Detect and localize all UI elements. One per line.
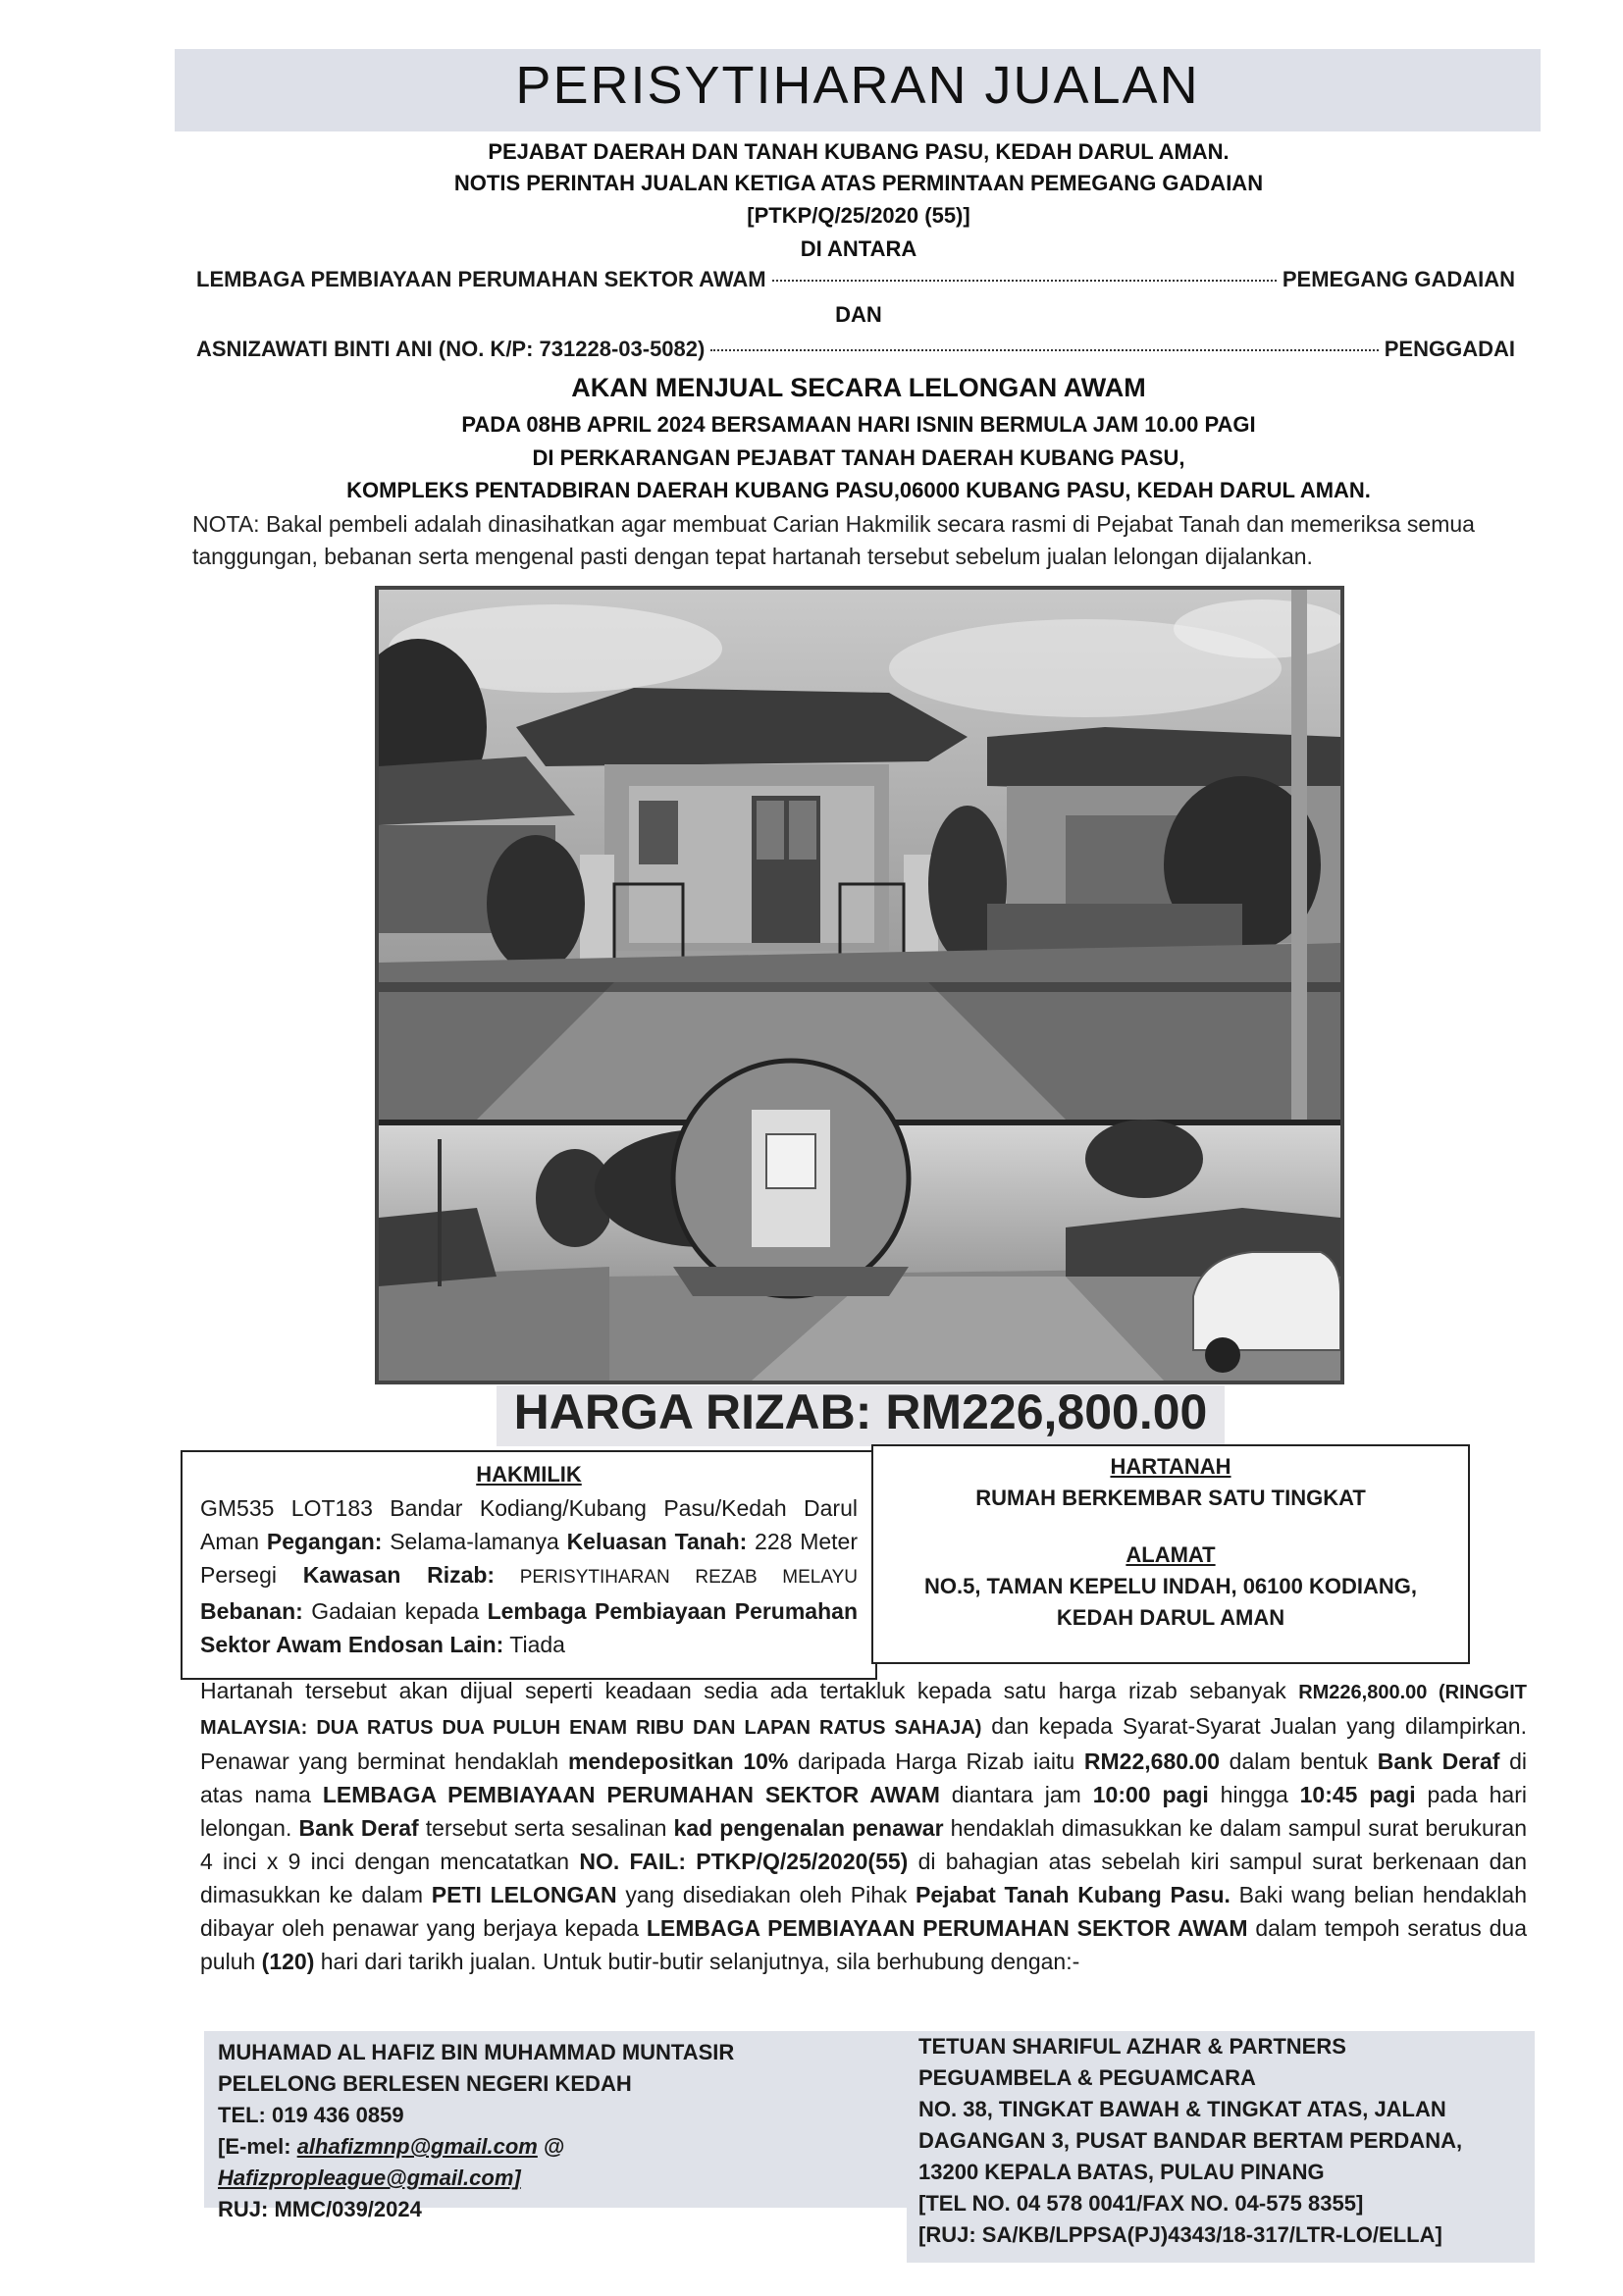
- firm-ref: [RUJ: SA/KB/LPPSA(PJ)4343/18-317/LTR-LO/ELLA]: [918, 2222, 1442, 2247]
- end-time: 10:45 pagi: [1299, 1782, 1416, 1807]
- auctioneer-ref: RUJ: MMC/039/2024: [218, 2197, 422, 2221]
- hartanah-heading: HARTANAH: [1110, 1454, 1231, 1479]
- land-area-label: Keluasan Tanah:: [566, 1529, 748, 1554]
- file-number: NO. FAIL: PTKP/Q/25/2020(55): [579, 1849, 909, 1874]
- chargor-name: ASNIZAWATI BINTI ANI (NO. K/P: 731228-03-5082): [196, 337, 706, 361]
- terms-text: hendaklah dimasukkan ke dalam sampul surat berukuran 4 inci x 9 inci dengan mencatatkan: [200, 1815, 1528, 1874]
- terms-text: pada hari lelongan.: [200, 1782, 1527, 1841]
- hartanah-box: [871, 1444, 1470, 1664]
- days-count: (120): [261, 1949, 315, 1974]
- deposit-percent: mendepositkan 10%: [567, 1748, 789, 1774]
- terms-text: Baki wang belian hendaklah dibayar oleh penawar yang berjaya kepada: [200, 1882, 1527, 1941]
- firm-role: PEGUAMBELA & PEGUAMCARA: [918, 2065, 1256, 2090]
- firm-address-2: DAGANGAN 3, PUSAT BANDAR BERTAM PERDANA,: [918, 2128, 1463, 2153]
- address-line-1: NO.5, TAMAN KEPELU INDAH, 06100 KODIANG,: [923, 1574, 1417, 1598]
- nota-text: NOTA: Bakal pembeli adalah dinasihatkan agar membuat Carian Hakmilik secara rasmi di Pejabat Tanah dan memeriksa semua tanggungan, bebanan serta mengenal pasti dengan tepat hartanah tersebut sebelum jualan lelongan dijalankan.: [192, 511, 1475, 569]
- between-label: DI ANTARA: [800, 236, 917, 261]
- terms-text: dalam bentuk: [1220, 1748, 1378, 1774]
- reserve-label: Kawasan Rizab:: [302, 1562, 496, 1588]
- property-type: RUMAH BERKEMBAR SATU TINGKAT: [975, 1486, 1366, 1510]
- terms-text: dan kepada Syarat-Syarat Jualan yang dilampirkan. Penawar yang berminat hendaklah: [200, 1713, 1527, 1774]
- party-chargee: [196, 267, 1515, 292]
- party-chargor: [196, 337, 1515, 362]
- bank-draft: Bank Deraf: [1377, 1748, 1500, 1774]
- firm-name: TETUAN SHARIFUL AZHAR & PARTNERS: [918, 2034, 1346, 2059]
- email-label: [E-mel:: [218, 2134, 297, 2159]
- terms-text: hingga: [1208, 1782, 1300, 1807]
- auctioneer-name: MUHAMAD AL HAFIZ BIN MUHAMMAD MUNTASIR: [218, 2040, 735, 2064]
- encumbrance-label: Bebanan:: [200, 1598, 303, 1624]
- firm-address-3: 13200 KEPALA BATAS, PULAU PINANG: [918, 2160, 1325, 2184]
- firm-tel: [TEL NO. 04 578 0041/FAX NO. 04-575 8355]: [918, 2191, 1364, 2216]
- terms-text: yang disediakan oleh Pihak: [616, 1882, 916, 1907]
- chargee-role: PEMEGANG GADAIAN: [1282, 267, 1515, 291]
- hakmilik-box: [181, 1450, 877, 1680]
- endorsement-value: Tiada: [503, 1632, 565, 1657]
- terms-text: tersebut serta sesalinan: [418, 1815, 674, 1841]
- firm-address-1: NO. 38, TINGKAT BAWAH & TINGKAT ATAS, JALAN: [918, 2097, 1446, 2121]
- auctioneer-tel: TEL: 019 436 0859: [218, 2103, 404, 2127]
- property-photo-illustration: [379, 590, 1340, 1381]
- terms-text: daripada Harga Rizab iaitu: [788, 1748, 1084, 1774]
- solicitor-contact: [918, 2031, 1527, 2251]
- start-time: 10:00 pagi: [1092, 1782, 1209, 1807]
- terms-text: di atas nama: [200, 1748, 1528, 1807]
- address-line-2: KEDAH DARUL AMAN: [1056, 1605, 1285, 1630]
- payee-name: LEMBAGA PEMBIAYAAN PERUMAHAN SEKTOR AWAM: [322, 1782, 940, 1807]
- reserve-value: PERISYTIHARAN REZAB MELAYU: [495, 1567, 859, 1588]
- email-link-1[interactable]: alhafizmnp@gmail.com: [296, 2134, 538, 2159]
- venue-line-2: KOMPLEKS PENTADBIRAN DAERAH KUBANG PASU,06000 KUBANG PASU, KEDAH DARUL AMAN.: [346, 478, 1371, 502]
- terms-text: diantara jam: [939, 1782, 1093, 1807]
- auction-box: PETI LELONGAN: [431, 1882, 617, 1907]
- tenure-label: Pegangan:: [266, 1529, 383, 1554]
- notice-line: NOTIS PERINTAH JUALAN KETIGA ATAS PERMINTAAN PEMEGANG GADAIAN: [453, 171, 1264, 195]
- auctioneer-contact: [218, 2037, 895, 2225]
- id-card: kad pengenalan penawar: [673, 1815, 944, 1841]
- terms-text: di bahagian atas sebelah kiri sampul surat berkenaan dan dimasukkan ke dalam: [200, 1849, 1527, 1907]
- auction-heading: AKAN MENJUAL SECARA LELONGAN AWAM: [571, 373, 1146, 402]
- venue-line-1: DI PERKARANGAN PEJABAT TANAH DAERAH KUBANG PASU,: [532, 445, 1185, 470]
- tenure-value: Selama-lamanya: [382, 1529, 567, 1554]
- auctioneer-title: PELELONG BERLESEN NEGERI KEDAH: [218, 2071, 632, 2096]
- terms-paragraph: [200, 1674, 1527, 1978]
- and-label: DAN: [835, 302, 882, 327]
- office-line: PEJABAT DAERAH DAN TANAH KUBANG PASU, KEDAH DARUL AMAN.: [488, 139, 1230, 164]
- hakmilik-details: [183, 1487, 875, 1661]
- terms-text: dalam tempoh seratus dua puluh: [200, 1915, 1527, 1974]
- chargee-name: LEMBAGA PEMBIAYAAN PERUMAHAN SEKTOR AWAM: [196, 267, 766, 291]
- encumbrance-value: Gadaian kepada: [302, 1598, 488, 1624]
- hakmilik-heading: HAKMILIK: [476, 1462, 582, 1487]
- payee-name: LEMBAGA PEMBIAYAAN PERUMAHAN SEKTOR AWAM: [646, 1915, 1248, 1941]
- endorsement-label: Endosan Lain:: [347, 1632, 504, 1657]
- page-title: PERISYTIHARAN JUALAN: [515, 56, 1200, 115]
- case-ref: [PTKP/Q/25/2020 (55)]: [747, 203, 970, 228]
- deposit-amount: RM22,680.00: [1083, 1748, 1220, 1774]
- title-lot: GM535 LOT183 Bandar Kodiang/Kubang Pasu/Kedah Darul Aman: [200, 1495, 858, 1554]
- auction-date: PADA 08HB APRIL 2024 BERSAMAAN HARI ISNIN BERMULA JAM 10.00 PAGI: [461, 412, 1256, 437]
- encumbrance-chargee: Lembaga Pembiayaan Perumahan Sektor Awam: [200, 1598, 858, 1657]
- dotted-leader: [710, 349, 1378, 351]
- bank-draft: Bank Deraf: [298, 1815, 419, 1841]
- terms-text: Hartanah tersebut akan dijual seperti keadaan sedia ada tertakluk kepada satu harga rizab sebanyak: [200, 1678, 1299, 1703]
- alamat-heading: ALAMAT: [1126, 1542, 1216, 1567]
- reserve-price: HARGA RIZAB: RM226,800.00: [513, 1384, 1208, 1439]
- property-photo: [375, 586, 1344, 1384]
- chargor-role: PENGGADAI: [1384, 337, 1515, 361]
- email-separator: @: [537, 2134, 565, 2159]
- terms-text: hari dari tarikh jualan. Untuk butir-butir selanjutnya, sila berhubung dengan:-: [314, 1949, 1080, 1974]
- email-link-2[interactable]: Hafizpropleague@gmail.com]: [218, 2166, 521, 2190]
- dotted-leader: [772, 280, 1277, 282]
- reserve-amount: RM226,800.00 (RINGGIT MALAYSIA: DUA RATUS DUA PULUH ENAM RIBU DAN LAPAN RATUS SAHAJA): [200, 1682, 1527, 1739]
- land-office: Pejabat Tanah Kubang Pasu.: [916, 1882, 1230, 1907]
- auctioneer-email-line: [218, 2131, 895, 2163]
- land-area-value: 228 Meter Persegi: [200, 1529, 858, 1588]
